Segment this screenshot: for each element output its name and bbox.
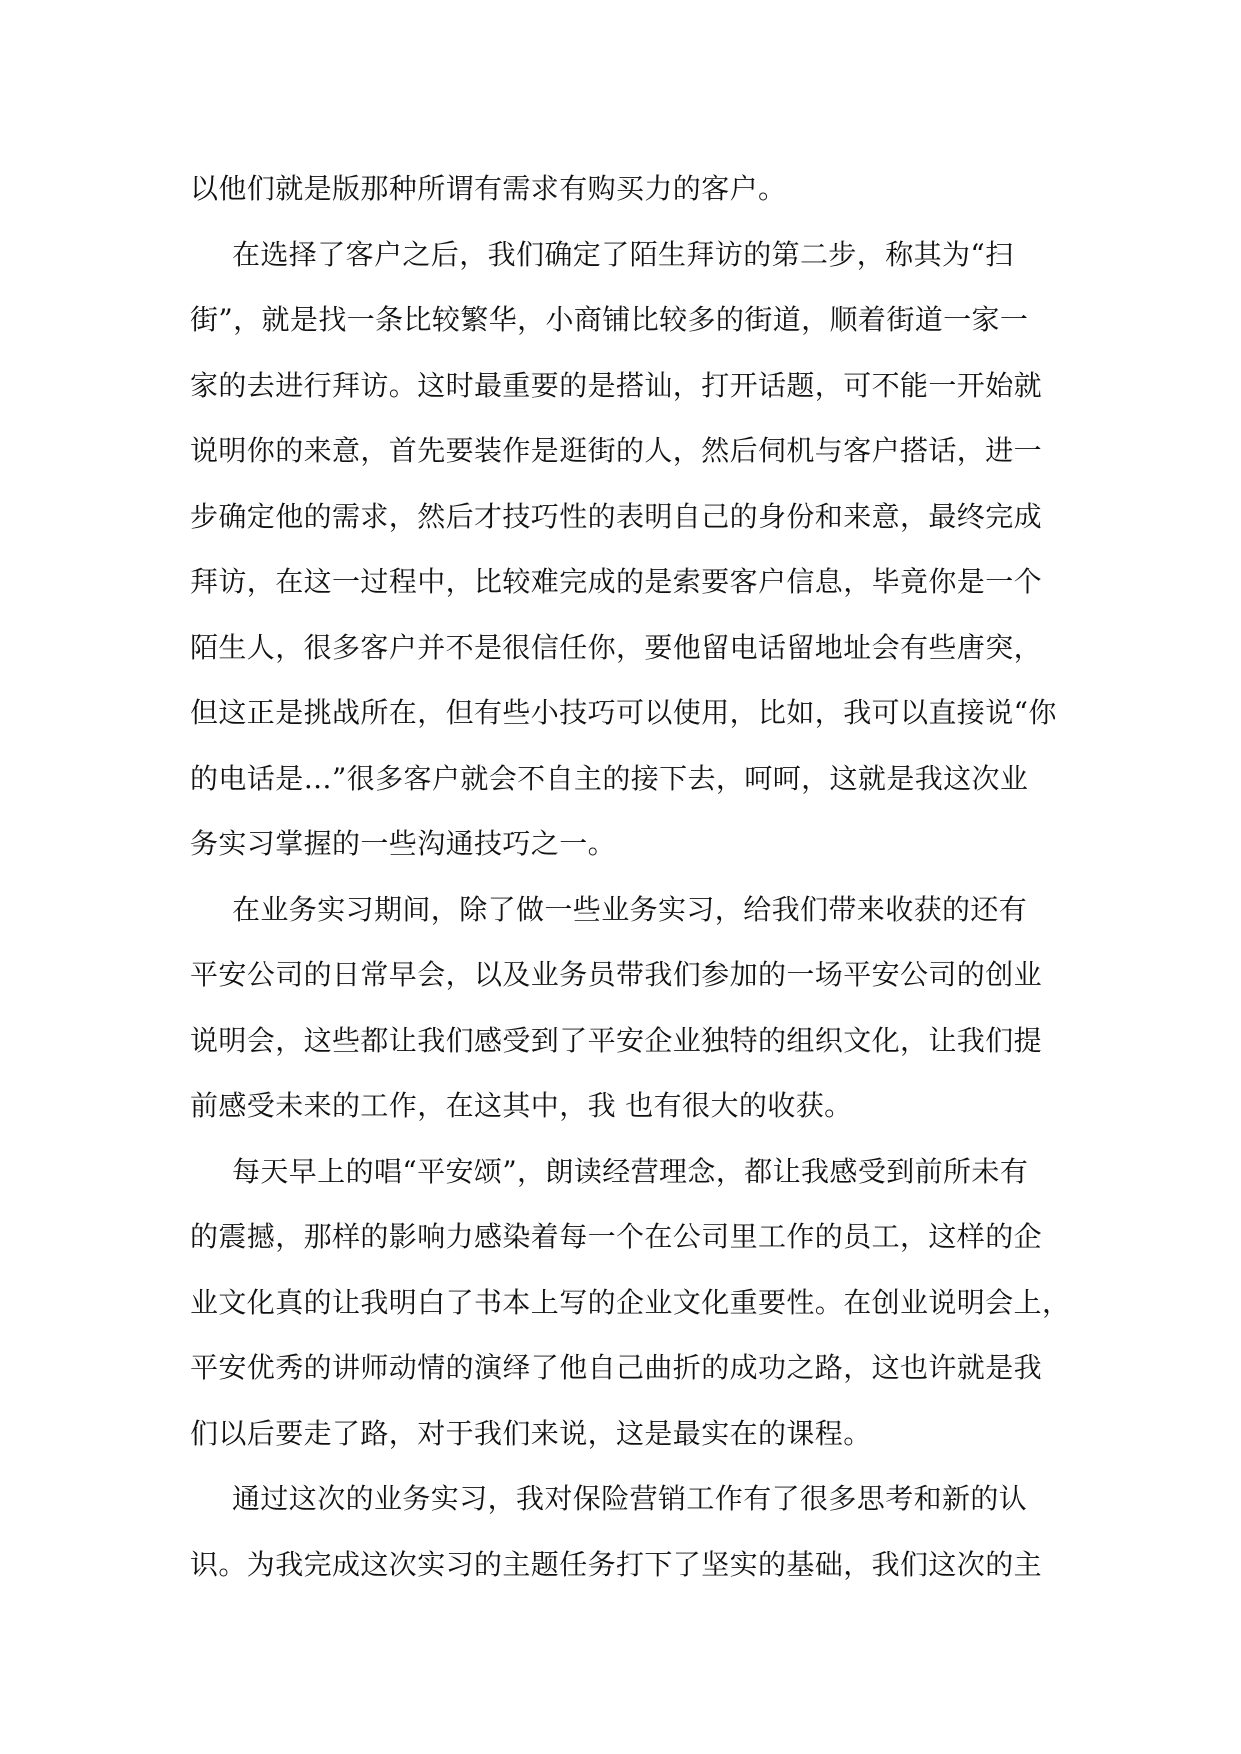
- text-line: 平安公司的日常早会，以及业务员带我们参加的一场平安公司的创业: [190, 958, 1043, 991]
- text-line: 说明会，这些都让我们感受到了平安企业独特的组织文化，让我们提: [190, 1023, 1043, 1057]
- text-line: 拜访，在这一过程中，比较难完成的是索要客户信息，毕竟你是一个: [190, 565, 1043, 598]
- text-line: 每天早上的唱“平安颂”，朗读经营理念，都让我感受到前所未有: [232, 1154, 1029, 1188]
- text-line: 以他们就是版那种所谓有需求有购买力的客户。: [190, 172, 787, 205]
- text-line: 说明你的来意，首先要装作是逛街的人，然后伺机与客户搭话，进一: [190, 434, 1043, 467]
- text-line: 在业务实习期间，除了做一些业务实习，给我们带来收获的还有: [232, 892, 1028, 926]
- text-line: 前感受未来的工作，在这其中，我 也有很大的收获。: [190, 1089, 853, 1122]
- text-line: 平安优秀的讲师动情的演绎了他自己曲折的成功之路，这也许就是我: [190, 1351, 1043, 1384]
- text-line: 在选择了客户之后，我们确定了陌生拜访的第二步，称其为“扫: [232, 237, 1014, 271]
- text-line: 步确定他的需求，然后才技巧性的表明自己的身份和来意，最终完成: [190, 499, 1043, 533]
- text-line: 业文化真的让我明白了书本上写的企业文化重要性。在创业说明会上，: [190, 1285, 1071, 1319]
- text-line: 陌生人，很多客户并不是很信任你，要他留电话留地址会有些唐突，: [190, 630, 1043, 664]
- document-body: [190, 156, 1071, 1597]
- text-line: 但这正是挑战所在，但有些小技巧可以使用，比如，我可以直接说“你: [190, 696, 1057, 729]
- text-line: 的电话是…”很多客户就会不自主的接下去，呵呵，这就是我这次业: [190, 761, 1029, 795]
- text-line: 街”，就是找一条比较繁华，小商铺比较多的街道，顺着街道一家一: [190, 303, 1029, 336]
- text-line: 识。为我完成这次实习的主题任务打下了坚实的基础，我们这次的主: [190, 1547, 1043, 1581]
- text-line: 的震撼，那样的影响力感染着每一个在公司里工作的员工，这样的企: [190, 1220, 1043, 1253]
- text-line: 务实习掌握的一些沟通技巧之一。: [190, 827, 617, 860]
- text-line: 们以后要走了路，对于我们来说，这是最实在的课程。: [190, 1416, 872, 1450]
- text-line: 通过这次的业务实习，我对保险营销工作有了很多思考和新的认: [232, 1482, 1028, 1515]
- text-line: 家的去进行拜访。这时最重要的是搭讪，打开话题，可不能一开始就: [190, 368, 1043, 402]
